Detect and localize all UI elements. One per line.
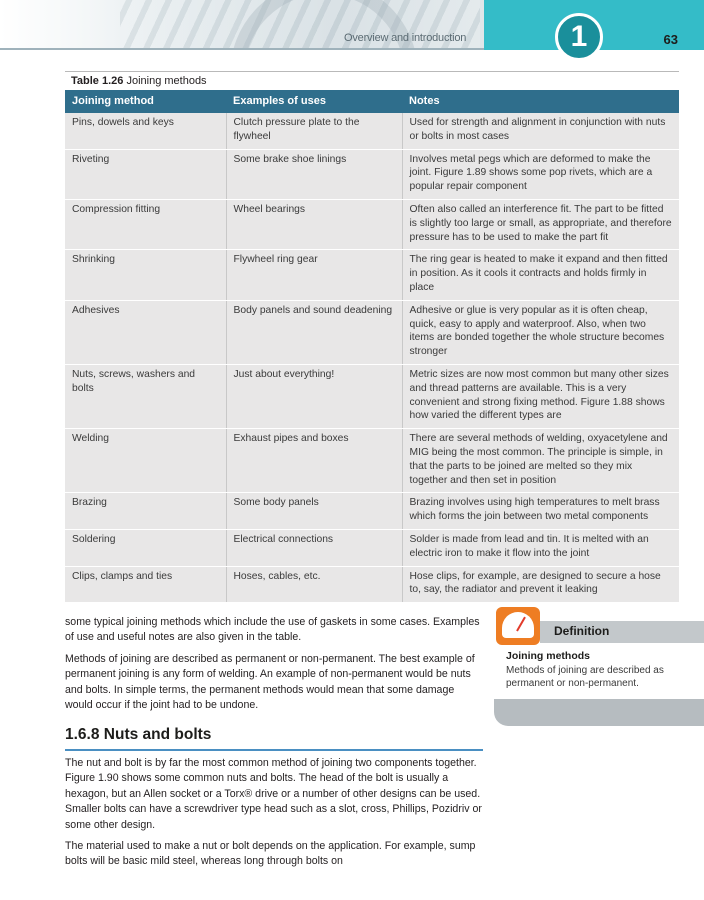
- cell-method: Riveting: [65, 149, 226, 199]
- table-row: [65, 493, 679, 530]
- cell-notes: Brazing involves using high temperatures to melt brass which forms the join between two metal components: [402, 493, 679, 530]
- table-caption: [71, 75, 207, 87]
- cell-notes: Often also called an interference fit. The part to be fitted is slightly too large or small, as appropriate, and therefore pressure has to be used to make the part fit: [402, 199, 679, 249]
- cell-notes: The ring gear is heated to make it expand and then fitted in position. As it cools it contracts and holds firmly in place: [402, 250, 679, 300]
- cell-examples: Clutch pressure plate to the flywheel: [226, 113, 402, 149]
- cell-method: Compression fitting: [65, 199, 226, 249]
- section-heading: 1.6.8 Nuts and bolts: [65, 726, 483, 751]
- table-top-rule: [65, 71, 679, 72]
- cell-examples: Just about everything!: [226, 364, 402, 428]
- cell-notes: Hose clips, for example, are designed to secure a hose to, say, the radiator and prevent it leaking: [402, 566, 679, 603]
- paragraph: Methods of joining are described as permanent or non-permanent. The best example of permanent joining is any form of welding. An example of non-permanent would be nuts and bolts. In simple terms, the permanent methods would mean that some damage would occur if the joint had to be undone.: [65, 652, 475, 712]
- cell-notes: Adhesive or glue is very popular as it is often cheap, quick, easy to apply and waterproof. Also, when two items are bonded together the whole structure becomes stronger: [402, 300, 679, 364]
- header-rule: [0, 48, 484, 50]
- table-row: [65, 429, 679, 493]
- paragraph: The material used to make a nut or bolt depends on the application. For example, sump bolts will be basic mild steel, whereas long through bolts on: [65, 840, 476, 868]
- cell-examples: Hoses, cables, etc.: [226, 566, 402, 603]
- definition-text: Methods of joining are described as permanent or non-permanent.: [506, 665, 664, 689]
- cell-method: Welding: [65, 429, 226, 493]
- cell-examples: Some body panels: [226, 493, 402, 530]
- column-header-method: Joining method: [65, 90, 226, 113]
- column-header-notes: Notes: [402, 90, 679, 113]
- cell-examples: Flywheel ring gear: [226, 250, 402, 300]
- paragraph: some typical joining methods which include the use of gaskets in some cases. Examples of use and useful notes are also given in the table.: [65, 616, 480, 644]
- table-row: [65, 199, 679, 249]
- table-title: Joining methods: [126, 75, 207, 87]
- cell-examples: Electrical connections: [226, 529, 402, 566]
- cell-notes: Solder is made from lead and tin. It is melted with an electric iron to make it flow into the joint: [402, 529, 679, 566]
- chapter-number-badge: 1: [555, 13, 603, 61]
- table-row: [65, 529, 679, 566]
- table-row: [65, 566, 679, 603]
- gauge-icon: [496, 607, 540, 645]
- cell-examples: Exhaust pipes and boxes: [226, 429, 402, 493]
- cell-method: Adhesives: [65, 300, 226, 364]
- definition-term: Joining methods: [506, 650, 590, 662]
- paragraph: The nut and bolt is by far the most common method of joining two components together. Figure 1.90 shows some common nuts and bolts. The head of the bolt is usually a hexagon, but an Allen socket or a Torx® drive or a number of other designs can be used. Smaller bolts can have a screwdriver type head such as a slot, cross, Phillips, Pozidriv or some other design.: [65, 757, 482, 831]
- cell-examples: Some brake shoe linings: [226, 149, 402, 199]
- table-row: [65, 300, 679, 364]
- body-text-upper: [65, 615, 483, 719]
- cell-method: Clips, clamps and ties: [65, 566, 226, 603]
- table-row: [65, 113, 679, 149]
- table-row: [65, 250, 679, 300]
- cell-method: Brazing: [65, 493, 226, 530]
- cell-method: Soldering: [65, 529, 226, 566]
- definition-title: Definition: [554, 624, 610, 638]
- body-text-lower: [65, 756, 483, 876]
- cell-method: Shrinking: [65, 250, 226, 300]
- table-label: Table 1.26: [71, 75, 124, 87]
- page-number: 63: [663, 32, 678, 47]
- running-head: Overview and introduction: [344, 32, 467, 44]
- cell-examples: Body panels and sound deadening: [226, 300, 402, 364]
- table-row: [65, 364, 679, 428]
- cell-notes: There are several methods of welding, oxyacetylene and MIG being the most common. The principle is simple, in that the parts to be joined are melted so they mix together and then set in position: [402, 429, 679, 493]
- cell-notes: Involves metal pegs which are deformed to make the joint. Figure 1.89 shows some pop rivets, which are a popular repair component: [402, 149, 679, 199]
- cell-method: Nuts, screws, washers and bolts: [65, 364, 226, 428]
- cell-examples: Wheel bearings: [226, 199, 402, 249]
- table-row: [65, 149, 679, 199]
- cell-notes: Used for strength and alignment in conjunction with nuts or bolts in most cases: [402, 113, 679, 149]
- definition-box: [494, 605, 704, 721]
- column-header-examples: Examples of uses: [226, 90, 402, 113]
- cell-method: Pins, dowels and keys: [65, 113, 226, 149]
- cell-notes: Metric sizes are now most common but many other sizes and thread patterns are available. This is a very convenient and strong fixing method. Figure 1.88 shows how varied the different types are: [402, 364, 679, 428]
- table-header-row: [65, 90, 679, 113]
- joining-methods-table: [65, 90, 679, 603]
